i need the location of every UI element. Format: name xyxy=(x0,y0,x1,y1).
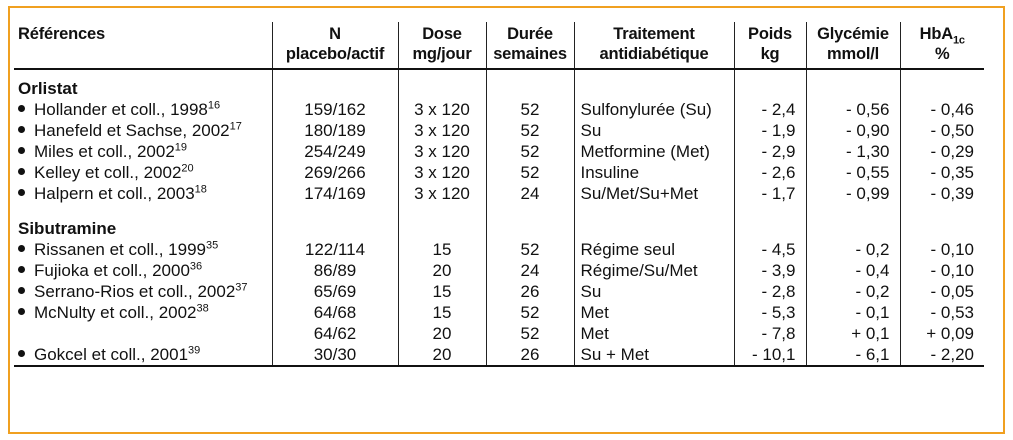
section-empty-cell xyxy=(574,218,734,239)
header-traitement: Traitement antidiabétique xyxy=(574,22,734,69)
section-empty-cell xyxy=(574,78,734,99)
spacer-cell xyxy=(900,204,984,218)
n-cell: 254/249 xyxy=(272,141,398,162)
section-row xyxy=(14,218,984,239)
reference-cell xyxy=(14,120,272,141)
reference-cell xyxy=(14,323,272,344)
table-row xyxy=(14,323,984,344)
traitement-cell: Su xyxy=(574,281,734,302)
hba1c-cell: - 0,10 xyxy=(900,239,984,260)
dose-cell: 20 xyxy=(398,344,486,366)
section-empty-cell xyxy=(398,78,486,99)
reference-text: Serrano-Rios et coll., 2002 xyxy=(34,282,236,301)
n-cell: 30/30 xyxy=(272,344,398,366)
duree-cell: 52 xyxy=(486,302,574,323)
section-empty-cell xyxy=(734,218,806,239)
spacer-cell xyxy=(574,204,734,218)
traitement-cell: Insuline xyxy=(574,162,734,183)
n-cell: 64/68 xyxy=(272,302,398,323)
traitement-cell: Met xyxy=(574,323,734,344)
spacer-cell xyxy=(806,69,900,78)
section-empty-cell xyxy=(486,218,574,239)
reference-text: Hollander et coll., 1998 xyxy=(34,100,208,119)
glycemie-cell: - 0,1 xyxy=(806,302,900,323)
spacer-cell xyxy=(272,69,398,78)
section-empty-cell xyxy=(272,78,398,99)
glycemie-cell: - 0,55 xyxy=(806,162,900,183)
reference-number: 20 xyxy=(181,162,194,175)
section-row xyxy=(14,78,984,99)
n-cell: 64/62 xyxy=(272,323,398,344)
spacer-cell xyxy=(486,69,574,78)
reference-text: McNulty et coll., 2002 xyxy=(34,303,197,322)
spacer-cell xyxy=(14,204,272,218)
duree-cell: 52 xyxy=(486,239,574,260)
spacer-cell xyxy=(734,204,806,218)
dose-cell: 3 x 120 xyxy=(398,162,486,183)
spacer-cell xyxy=(398,204,486,218)
spacer-cell xyxy=(806,204,900,218)
spacer-cell xyxy=(900,69,984,78)
duree-cell: 52 xyxy=(486,162,574,183)
duree-cell: 24 xyxy=(486,183,574,204)
poids-cell: - 3,9 xyxy=(734,260,806,281)
glycemie-cell: + 0,1 xyxy=(806,323,900,344)
poids-cell: - 1,9 xyxy=(734,120,806,141)
reference-number: 36 xyxy=(189,260,203,273)
glycemie-cell: - 0,90 xyxy=(806,120,900,141)
hba1c-cell: - 0,35 xyxy=(900,162,984,183)
section-empty-cell xyxy=(900,218,984,239)
n-cell: 269/266 xyxy=(272,162,398,183)
spacer-row xyxy=(14,69,984,78)
reference-text: Miles et coll., 2002 xyxy=(34,142,175,161)
table-row xyxy=(14,141,984,162)
reference-text: Rissanen et coll., 1999 xyxy=(34,240,206,259)
traitement-cell: Su + Met xyxy=(574,344,734,366)
bullet-icon xyxy=(18,168,25,175)
reference-cell xyxy=(14,260,272,281)
header-hba1c: HbA$_{1c}$ % xyxy=(900,22,984,69)
section-empty-cell xyxy=(272,218,398,239)
table-row xyxy=(14,302,984,323)
spacer-cell xyxy=(486,204,574,218)
traitement-cell: Met xyxy=(574,302,734,323)
spacer-cell xyxy=(734,69,806,78)
duree-cell: 26 xyxy=(486,281,574,302)
glycemie-cell: - 0,99 xyxy=(806,183,900,204)
hba1c-cell: - 0,39 xyxy=(900,183,984,204)
n-cell: 86/89 xyxy=(272,260,398,281)
reference-number: 39 xyxy=(188,344,201,357)
poids-cell: - 2,9 xyxy=(734,141,806,162)
traitement-cell: Régime seul xyxy=(574,239,734,260)
section-empty-cell xyxy=(734,78,806,99)
traitement-cell: Metformine (Met) xyxy=(574,141,734,162)
n-cell: 174/169 xyxy=(272,183,398,204)
n-cell: 180/189 xyxy=(272,120,398,141)
dose-cell: 15 xyxy=(398,239,486,260)
duree-cell: 52 xyxy=(486,99,574,120)
spacer-cell xyxy=(272,204,398,218)
header-references: Références xyxy=(18,25,105,43)
spacer-cell xyxy=(14,69,272,78)
poids-cell: - 2,6 xyxy=(734,162,806,183)
hba1c-cell: - 0,53 xyxy=(900,302,984,323)
hba1c-cell: - 0,29 xyxy=(900,141,984,162)
table-row xyxy=(14,344,984,366)
poids-cell: - 2,4 xyxy=(734,99,806,120)
reference-text: Fujioka et coll., 2000 xyxy=(34,261,190,280)
reference-number: 19 xyxy=(174,141,188,154)
reference-number: 17 xyxy=(229,120,242,133)
n-cell: 65/69 xyxy=(272,281,398,302)
traitement-cell: Régime/Su/Met xyxy=(574,260,734,281)
header-row xyxy=(14,22,984,69)
glycemie-cell: - 0,2 xyxy=(806,239,900,260)
reference-cell xyxy=(14,344,272,366)
dose-cell: 3 x 120 xyxy=(398,120,486,141)
poids-cell: - 2,8 xyxy=(734,281,806,302)
section-empty-cell xyxy=(900,78,984,99)
poids-cell: - 5,3 xyxy=(734,302,806,323)
bullet-icon xyxy=(18,287,25,294)
bullet-icon xyxy=(18,105,25,112)
reference-text: Halpern et coll., 2003 xyxy=(34,184,195,203)
section-empty-cell xyxy=(486,78,574,99)
data-table xyxy=(14,22,984,367)
section-title: Sibutramine xyxy=(18,219,117,238)
reference-cell xyxy=(14,141,272,162)
header-glycemie: Glycémie mmol/l xyxy=(806,22,900,69)
spacer-cell xyxy=(398,69,486,78)
glycemie-cell: - 6,1 xyxy=(806,344,900,366)
spacer-cell xyxy=(574,69,734,78)
reference-cell xyxy=(14,239,272,260)
glycemie-cell: - 0,2 xyxy=(806,281,900,302)
section-empty-cell xyxy=(806,78,900,99)
bullet-icon xyxy=(18,266,25,273)
dose-cell: 3 x 120 xyxy=(398,141,486,162)
reference-cell xyxy=(14,281,272,302)
header-dose: Dose mg/jour xyxy=(398,22,486,69)
reference-cell xyxy=(14,99,272,120)
glycemie-cell: - 0,4 xyxy=(806,260,900,281)
poids-cell: - 10,1 xyxy=(734,344,806,366)
reference-cell xyxy=(14,302,272,323)
table-row xyxy=(14,183,984,204)
bullet-icon xyxy=(18,350,25,357)
reference-number: 37 xyxy=(235,281,248,294)
bullet-icon xyxy=(18,126,25,133)
glycemie-cell: - 1,30 xyxy=(806,141,900,162)
traitement-cell: Sulfonylurée (Su) xyxy=(574,99,734,120)
reference-text: Kelley et coll., 2002 xyxy=(34,163,182,182)
hba1c-cell: - 0,10 xyxy=(900,260,984,281)
reference-text: Hanefeld et Sachse, 2002 xyxy=(34,121,230,140)
header-duree: Durée semaines xyxy=(486,22,574,69)
glycemie-cell: - 0,56 xyxy=(806,99,900,120)
table-row xyxy=(14,99,984,120)
header-n: N placebo/actif xyxy=(272,22,398,69)
hba1c-cell: - 0,50 xyxy=(900,120,984,141)
poids-cell: - 4,5 xyxy=(734,239,806,260)
reference-cell xyxy=(14,183,272,204)
duree-cell: 26 xyxy=(486,344,574,366)
duree-cell: 52 xyxy=(486,141,574,162)
hba1c-cell: - 0,46 xyxy=(900,99,984,120)
duree-cell: 52 xyxy=(486,120,574,141)
reference-cell xyxy=(14,162,272,183)
table-row xyxy=(14,120,984,141)
table-row xyxy=(14,162,984,183)
reference-number: 35 xyxy=(206,239,219,252)
reference-number: 16 xyxy=(207,99,221,112)
table-body xyxy=(14,69,984,366)
dose-cell: 20 xyxy=(398,323,486,344)
bullet-icon xyxy=(18,245,25,252)
section-title: Orlistat xyxy=(18,79,78,98)
reference-number: 38 xyxy=(196,302,209,315)
n-cell: 122/114 xyxy=(272,239,398,260)
hba1c-cell: + 0,09 xyxy=(900,323,984,344)
section-empty-cell xyxy=(806,218,900,239)
table-row xyxy=(14,239,984,260)
traitement-cell: Su xyxy=(574,120,734,141)
dose-cell: 15 xyxy=(398,302,486,323)
duree-cell: 24 xyxy=(486,260,574,281)
bullet-icon xyxy=(18,147,25,154)
poids-cell: - 1,7 xyxy=(734,183,806,204)
reference-number: 18 xyxy=(194,183,207,196)
dose-cell: 3 x 120 xyxy=(398,183,486,204)
bullet-icon xyxy=(18,308,25,315)
bullet-icon xyxy=(18,189,25,196)
header-poids: Poids kg xyxy=(734,22,806,69)
traitement-cell: Su/Met/Su+Met xyxy=(574,183,734,204)
reference-text: Gokcel et coll., 2001 xyxy=(34,345,189,364)
hba1c-cell: - 0,05 xyxy=(900,281,984,302)
table-row xyxy=(14,260,984,281)
duree-cell: 52 xyxy=(486,323,574,344)
spacer-row xyxy=(14,204,984,218)
hba1c-cell: - 2,20 xyxy=(900,344,984,366)
table-row xyxy=(14,281,984,302)
dose-cell: 3 x 120 xyxy=(398,99,486,120)
poids-cell: - 7,8 xyxy=(734,323,806,344)
dose-cell: 15 xyxy=(398,281,486,302)
dose-cell: 20 xyxy=(398,260,486,281)
n-cell: 159/162 xyxy=(272,99,398,120)
section-empty-cell xyxy=(398,218,486,239)
